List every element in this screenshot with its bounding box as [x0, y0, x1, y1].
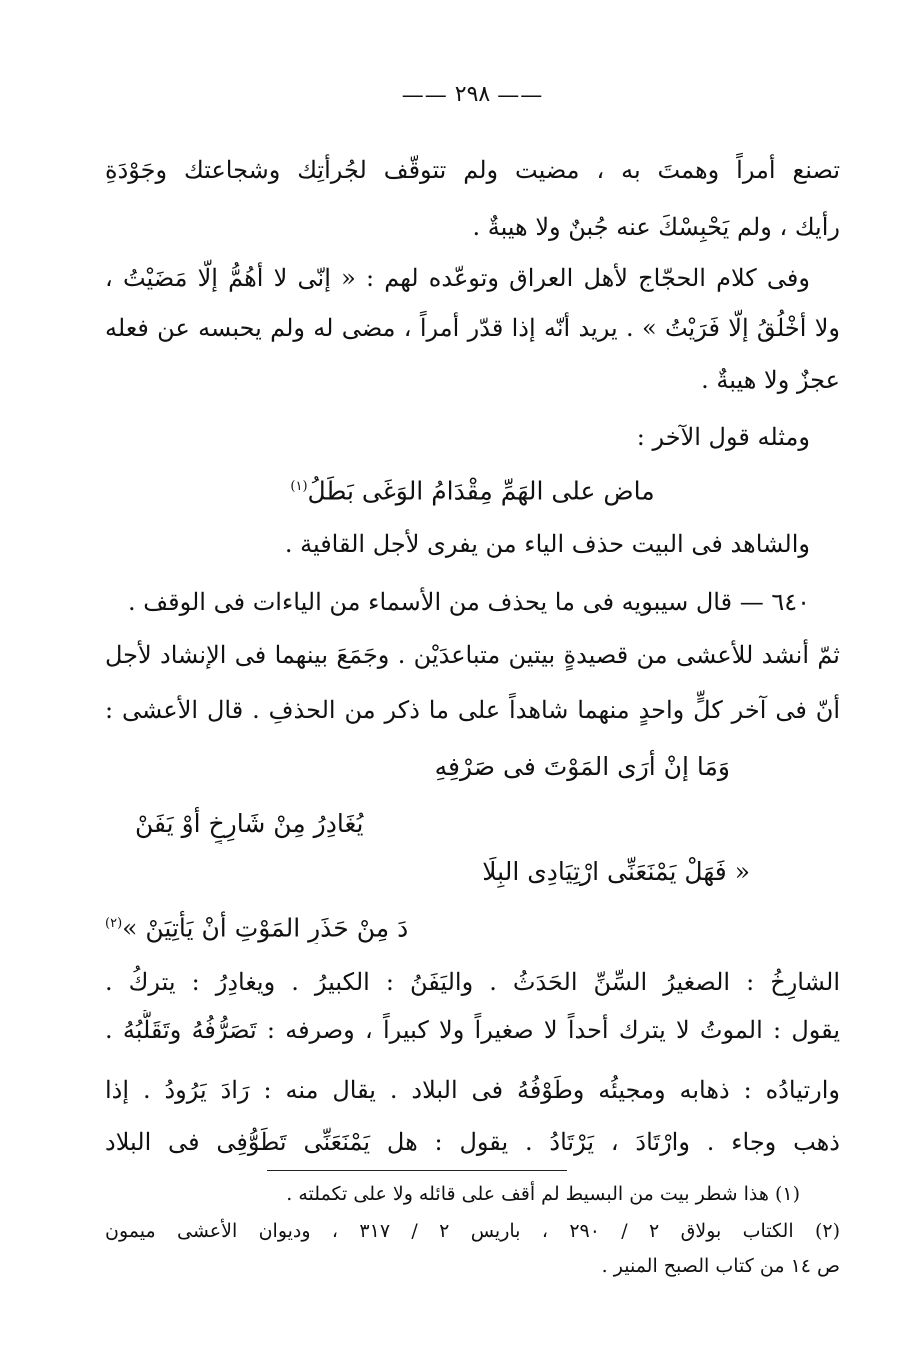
text-line: عجزٌ ولا هيبةٌ .: [701, 366, 840, 394]
verse-hemistich: « فَهَلْ يَمْنَعَنِّى ارْتِيَادِى البِلَا: [482, 857, 750, 886]
footnote: (٢) الكتاب بولاق ٢ / ٢٩٠ ، باريس ٢ / ٣١٧ ، وديوان الأعشى ميمون: [105, 1220, 840, 1242]
book-page: [105, 82, 840, 1322]
text-line: ذهب وجاء . وارْتَادَ ، يَرْتَادُ . يقول : هل يَمْنَعَنِّى تَطَوُّفِى فى البلاد: [105, 1128, 840, 1156]
verse-hemistich: يُغَادِرُ مِنْ شَارِخٍ أوْ يَفَنْ: [135, 809, 364, 838]
verse-line: ماضٍ على الهَمِّ مِقْدَامُ الوَغَى بَطَلُ$^{(١)}$: [290, 476, 655, 506]
footnote-divider: [267, 1170, 567, 1171]
footnote-mark: (١): [290, 479, 308, 494]
footnote-mark: (٢): [105, 916, 123, 931]
text-line: ثمّ أنشد للأعشى من قصيدةٍ بيتين متباعدَيْن . وجَمَعَ بينهما فى الإنشاد لأجل: [105, 641, 840, 669]
text-line: ومثله قول الآخر :: [636, 423, 810, 451]
verse-hemistich: وَمَا إنْ أرَى المَوْتَ فى صَرْفِهِ: [434, 752, 730, 781]
text-line: الشارِخُ : الصغيرُ السِّنِّ الحَدَثُ . واليَفَنُ : الكبيرُ . ويغادِرُ : يتركُ .: [105, 968, 840, 996]
page-number: —— ٢٩٨ ——: [401, 82, 544, 108]
text-line: وارتيادُه : ذهابه ومجيئُه وطَوْفُهُ فى البلاد . يقال منه : رَادَ يَرُودُ . إذا: [105, 1076, 840, 1104]
text-line: ولا أخْلُقُ إلّا فَرَيْتُ » . يريد أنّه إذا قدّر أمراً ، مضى له ولم يحبسه عن فعله: [105, 314, 840, 342]
text-line: أنّ فى آخر كلٍّ واحدٍ منهما شاهداً على ما ذكر من الحذفِ . قال الأعشى :: [105, 696, 840, 724]
text-line: والشاهد فى البيت حذف الياء من يفرى لأجل القافية .: [284, 530, 810, 558]
text-line: رأيك ، ولم يَحْبِسْكَ عنه جُبنٌ ولا هيبةٌ .: [472, 213, 840, 241]
section-line: ٦٤٠ — قال سيبويه فى ما يحذف من الأسماء من الياءات فى الوقف .: [128, 588, 810, 616]
footnote: (١) هذا شطر بيت من البسيط لم أقف على قائله ولا على تكملته .: [286, 1183, 800, 1205]
text-line: وفى كلام الحجّاج لأهل العراق وتوعّده لهم : « إنّى لا أهُمُّ إلّا مَضَيْتُ ،: [105, 264, 810, 292]
verse-hemistich: دَ مِنْ حَذَرِ المَوْتِ أنْ يَأتِيَنْ »$^{(٢)}$: [105, 913, 409, 943]
text-line: تصنع أمراً وهمتَ به ، مضيت ولم تتوقّف لجُرأتِك وشجاعتك وجَوْدَةِ: [105, 156, 840, 184]
text-line: يقول : الموتُ لا يترك أحداً لا صغيراً ولا كبيراً ، وصرفه : تَصَرُّفُهُ وتَقَلُّبُهُ .: [105, 1016, 840, 1044]
footnote: ص ١٤ من كتاب الصبح المنير .: [601, 1255, 840, 1277]
